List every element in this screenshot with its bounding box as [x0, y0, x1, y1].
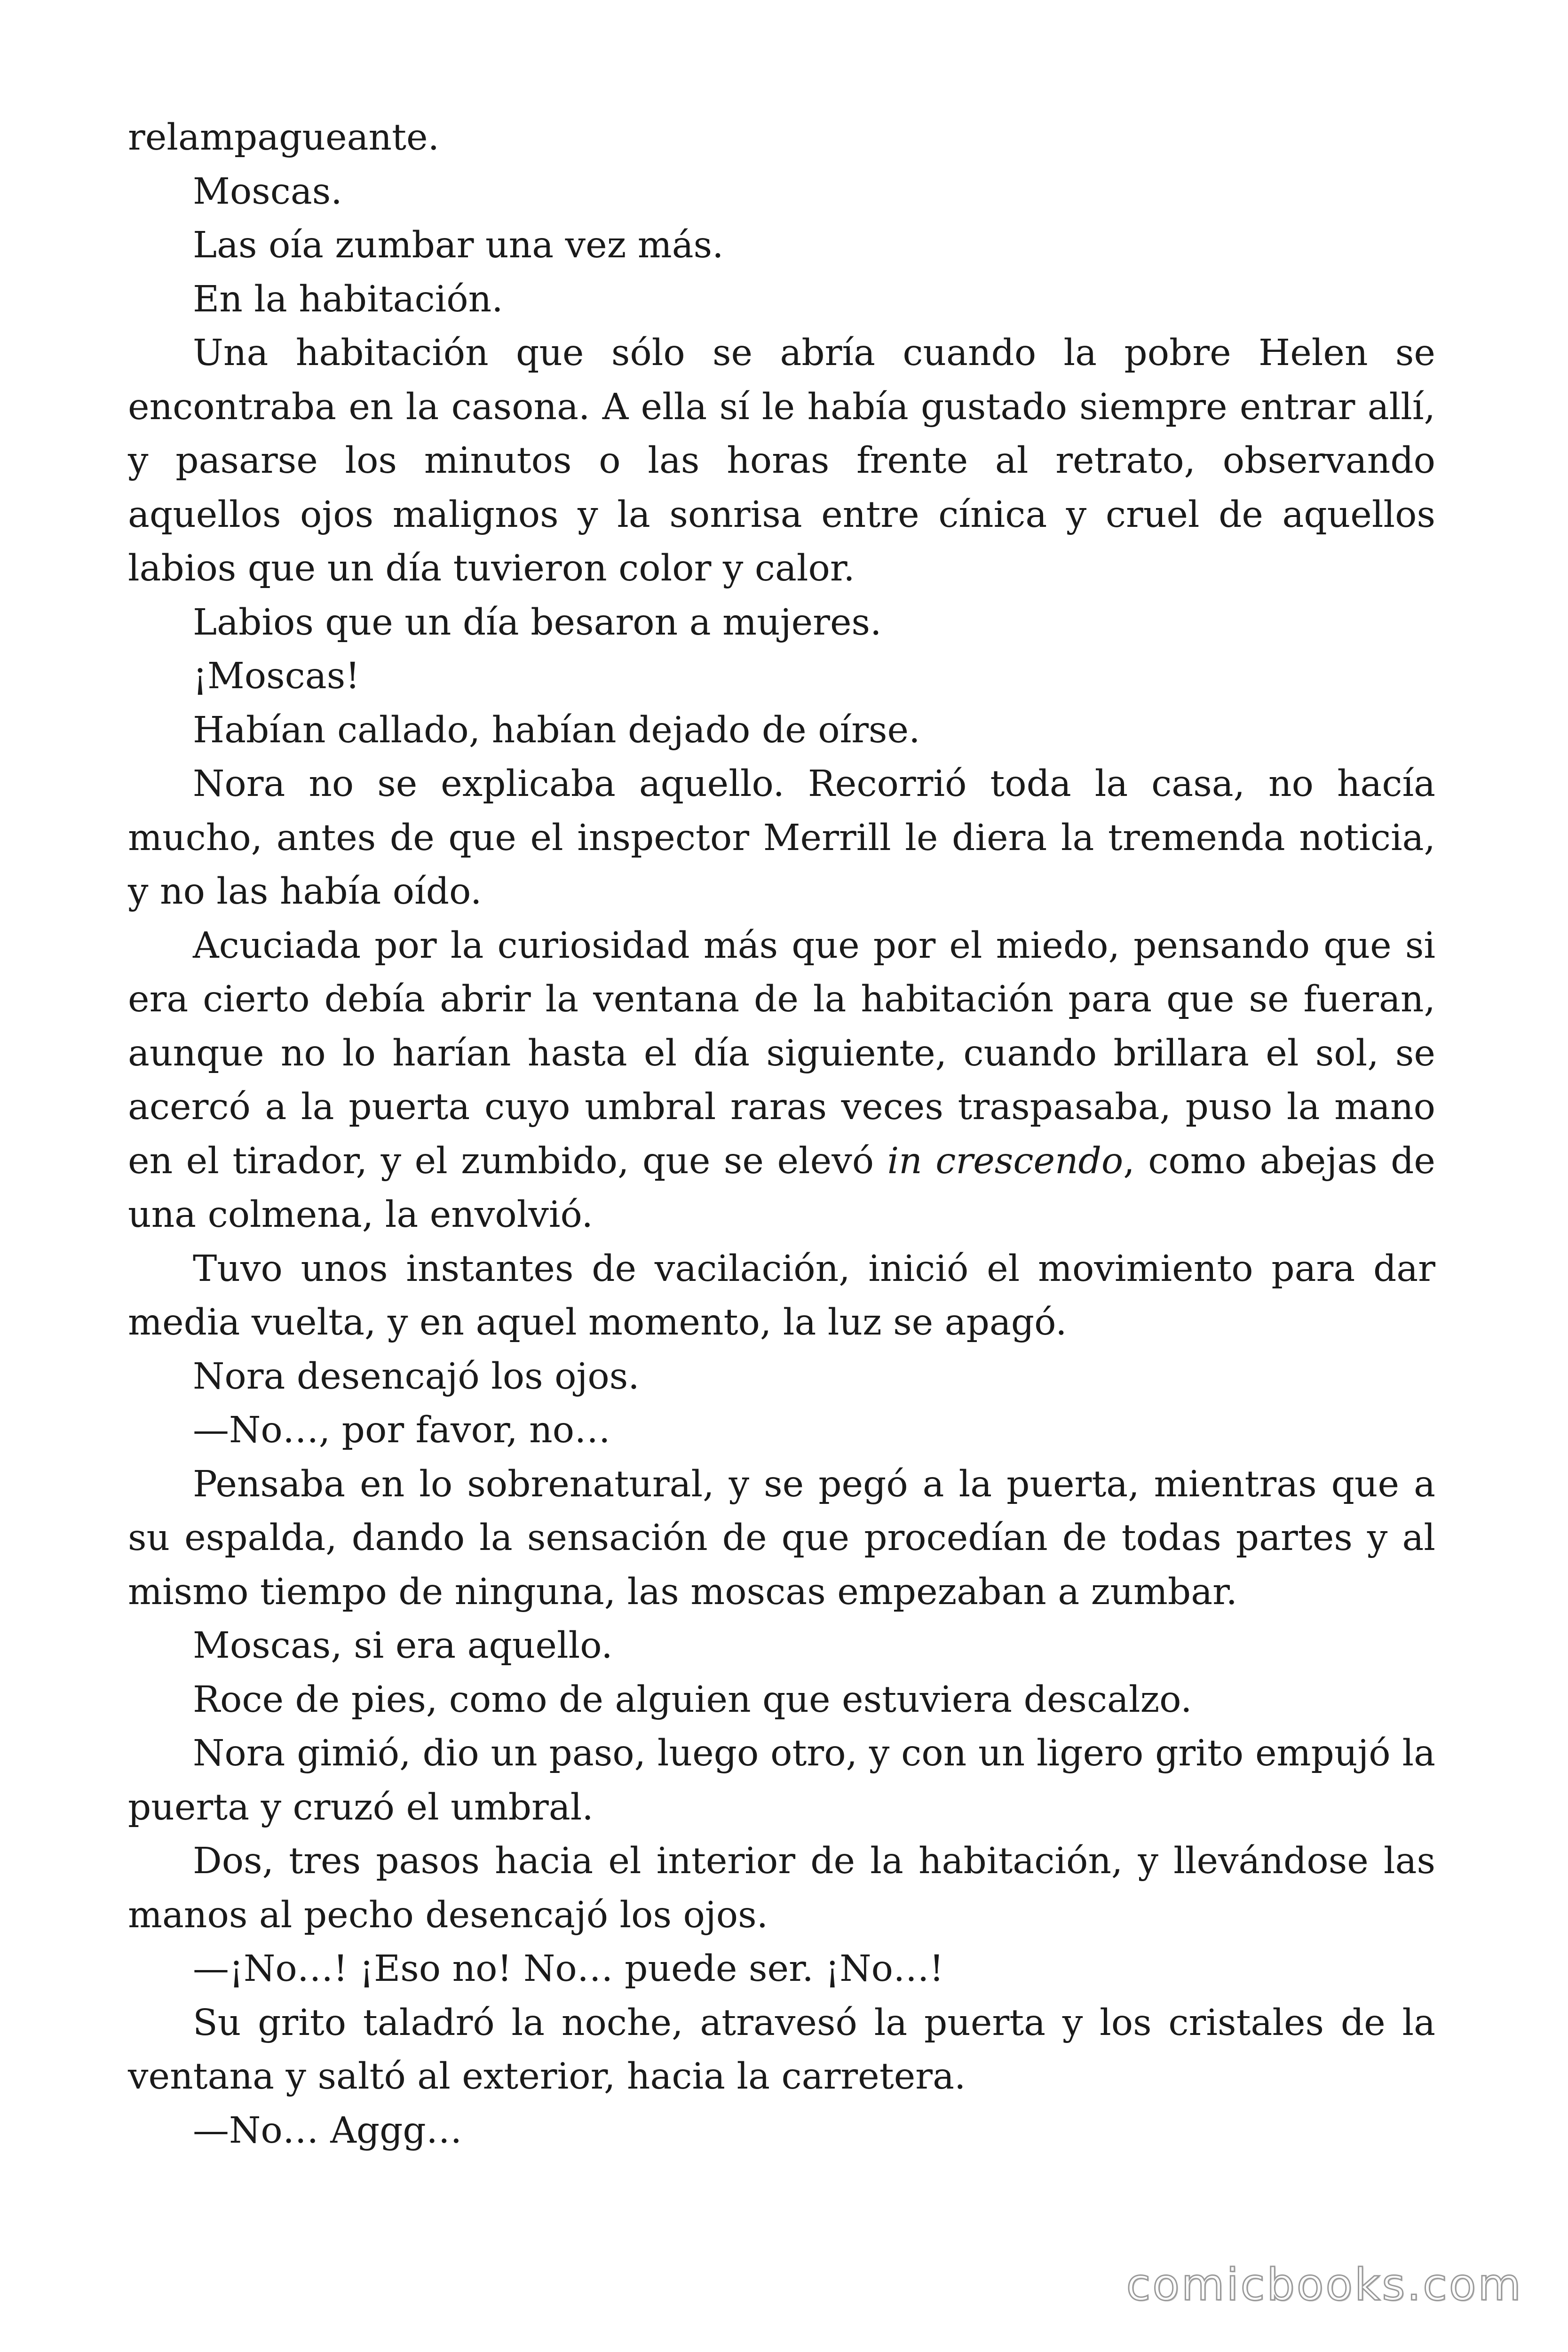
italic-phrase: in crescendo — [887, 1140, 1124, 1182]
paragraph: —¡No…! ¡Eso no! No… puede ser. ¡No…! — [193, 1948, 944, 1990]
paragraph-text: Acuciada por la curiosidad más que por el miedo, pensando que si era cierto debía abrir la ventana de la habitación para que se fueran, aunque no lo harían hasta el día siguiente, cuando brillara el sol, se acercó a la puerta cuyo umbral raras veces traspasaba, puso la mano en el tirador, y el zumbido, que se elevó — [128, 924, 1435, 1182]
paragraph: —No… Aggg… — [193, 2109, 462, 2152]
watermark: comicbooks.com — [1126, 2259, 1523, 2311]
paragraph: —No…, por favor, no… — [193, 1409, 611, 1451]
paragraph: Moscas. — [193, 170, 342, 213]
paragraph-text: , como abejas de una colmena, la envolvió. — [128, 1140, 1435, 1236]
paragraph: Nora no se explicaba aquello. Recorrió toda la casa, no hacía mucho, antes de que el inspector Merrill le diera la tremenda noticia, y no las había oído. — [128, 763, 1435, 913]
paragraph: Labios que un día besaron a mujeres. — [193, 601, 882, 644]
paragraph: Tuvo unos instantes de vacilación, inició el movimiento para dar media vuelta, y en aquel momento, la luz se apagó. — [128, 1248, 1435, 1343]
paragraph: Dos, tres pasos hacia el interior de la habitación, y llevándose las manos al pecho desencajó los ojos. — [128, 1840, 1435, 1936]
paragraph: relampagueante. — [128, 117, 440, 159]
paragraph: Habían callado, habían dejado de oírse. — [193, 709, 920, 751]
paragraph: Pensaba en lo sobrenatural, y se pegó a la puerta, mientras que a su espalda, dando la sensación de que procedían de todas partes y al mismo tiempo de ninguna, las moscas empezaban a zumbar. — [128, 1463, 1435, 1613]
paragraph — [128, 919, 1435, 1242]
paragraph: Las oía zumbar una vez más. — [193, 224, 724, 266]
body-text — [128, 111, 1435, 2158]
paragraph: Roce de pies, como de alguien que estuviera descalzo. — [193, 1678, 1192, 1721]
paragraph: ¡Moscas! — [193, 655, 360, 697]
paragraph: Moscas, si era aquello. — [193, 1625, 613, 1667]
paragraph: Nora desencajó los ojos. — [193, 1355, 640, 1398]
paragraph: Su grito taladró la noche, atravesó la puerta y los cristales de la ventana y saltó al exterior, hacia la carretera. — [128, 2002, 1435, 2098]
paragraph: Una habitación que sólo se abría cuando la pobre Helen se encontraba en la casona. A ella sí le había gustado siempre entrar allí, y pasarse los minutos o las horas frente al retrato, observando aquellos ojos malignos y la sonrisa entre cínica y cruel de aquellos labios que un día tuvieron color y calor. — [128, 332, 1435, 589]
paragraph: Nora gimió, dio un paso, luego otro, y con un ligero grito empujó la puerta y cruzó el umbral. — [128, 1732, 1435, 1828]
paragraph: En la habitación. — [193, 278, 503, 320]
